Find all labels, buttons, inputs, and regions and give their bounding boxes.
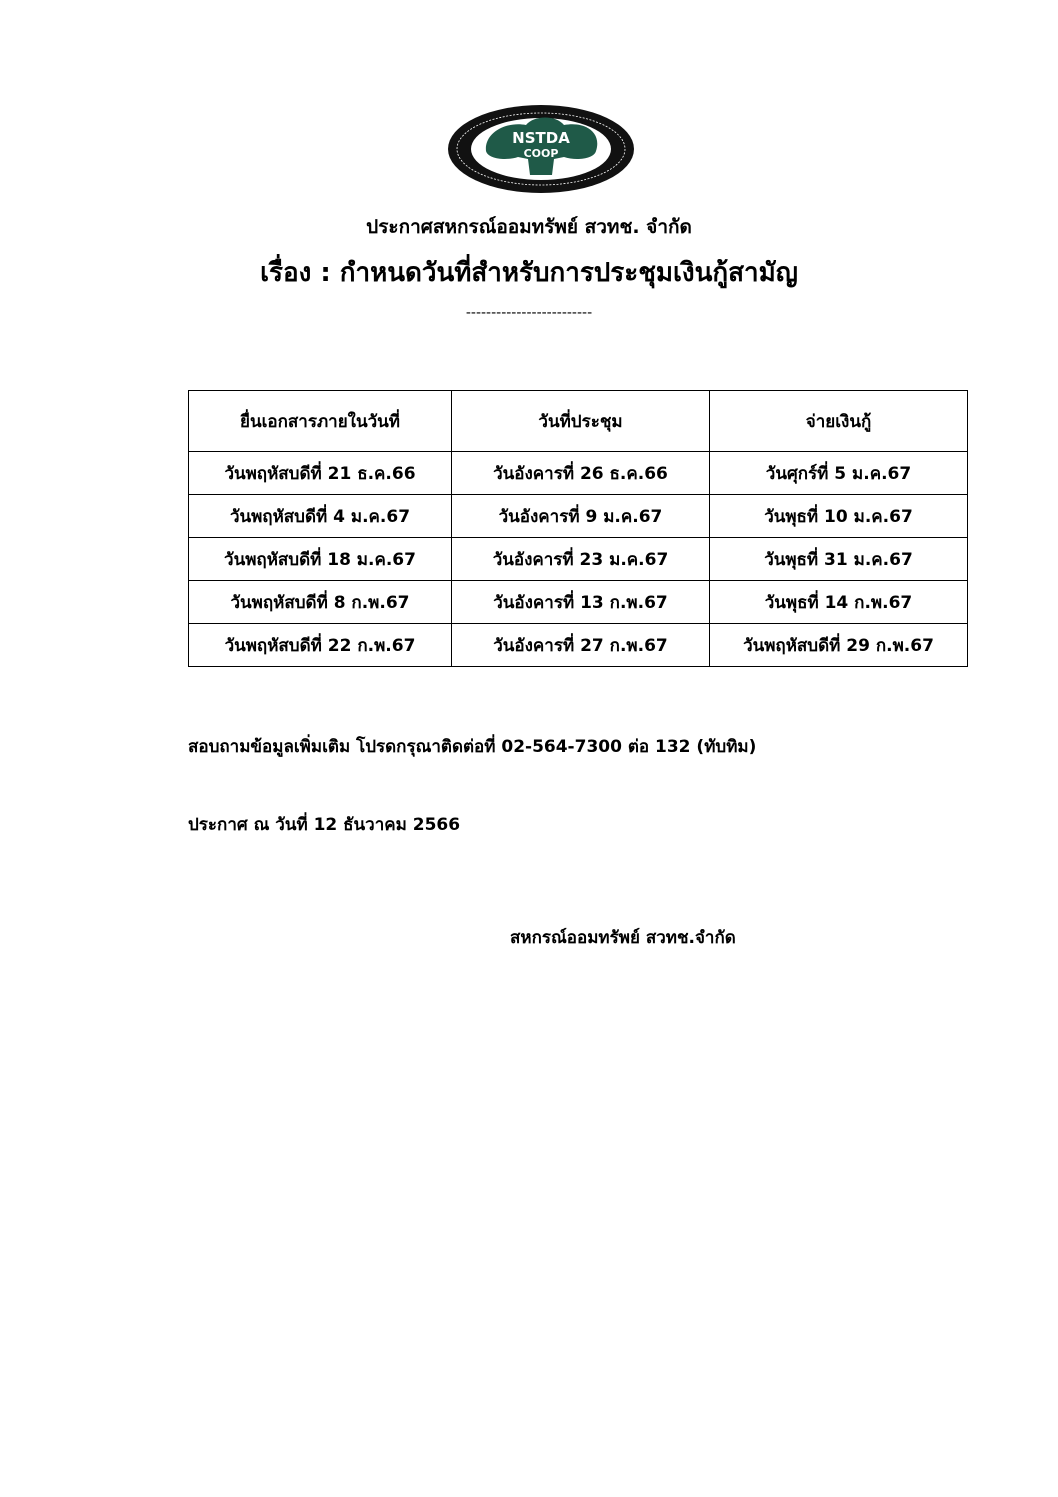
meeting-date-cell: วันอังคารที่ 27 ก.พ.67 — [452, 624, 710, 667]
table-row — [189, 452, 968, 495]
submit-date-cell: วันพฤหัสบดีที่ 8 ก.พ.67 — [189, 581, 452, 624]
payout-date-cell: วันพุธที่ 31 ม.ค.67 — [710, 538, 968, 581]
schedule-table — [188, 390, 968, 667]
payout-date-cell: วันพุธที่ 14 ก.พ.67 — [710, 581, 968, 624]
column-header-submit: ยื่นเอกสารภายในวันที่ — [189, 391, 452, 452]
payout-date-cell: วันศุกร์ที่ 5 ม.ค.67 — [710, 452, 968, 495]
table-row — [189, 581, 968, 624]
column-header-meeting: วันที่ประชุม — [452, 391, 710, 452]
column-header-payout: จ่ายเงินกู้ — [710, 391, 968, 452]
submit-date-cell: วันพฤหัสบดีที่ 4 ม.ค.67 — [189, 495, 452, 538]
contact-info: สอบถามข้อมูลเพิ่มเติม โปรดกรุณาติดต่อที่ 02-564-7300 ต่อ 132 (ทับทิม) — [188, 737, 757, 757]
logo-main-text: NSTDA — [512, 129, 570, 147]
submit-date-cell: วันพฤหัสบดีที่ 18 ม.ค.67 — [189, 538, 452, 581]
meeting-date-cell: วันอังคารที่ 23 ม.ค.67 — [452, 538, 710, 581]
submit-date-cell: วันพฤหัสบดีที่ 22 ก.พ.67 — [189, 624, 452, 667]
payout-date-cell: วันพุธที่ 10 ม.ค.67 — [710, 495, 968, 538]
announcement-date: ประกาศ ณ วันที่ 12 ธันวาคม 2566 — [188, 815, 461, 835]
table-row — [189, 624, 968, 667]
submit-date-cell: วันพฤหัสบดีที่ 21 ธ.ค.66 — [189, 452, 452, 495]
table-row — [189, 538, 968, 581]
table-header-row — [189, 391, 968, 452]
announcement-subject: เรื่อง : กำหนดวันที่สำหรับการประชุมเงินกู้สามัญ — [260, 258, 798, 288]
table-row — [189, 495, 968, 538]
meeting-date-cell: วันอังคารที่ 9 ม.ค.67 — [452, 495, 710, 538]
payout-date-cell: วันพฤหัสบดีที่ 29 ก.พ.67 — [710, 624, 968, 667]
signature-organization: สหกรณ์ออมทรัพย์ สวทช.จำกัด — [510, 928, 736, 948]
meeting-date-cell: วันอังคารที่ 26 ธ.ค.66 — [452, 452, 710, 495]
logo-sub-text: COOP — [523, 147, 559, 160]
meeting-date-cell: วันอังคารที่ 13 ก.พ.67 — [452, 581, 710, 624]
announcement-organization: ประกาศสหกรณ์ออมทรัพย์ สวทช. จำกัด — [366, 216, 692, 238]
nstda-coop-logo — [446, 103, 636, 195]
dashed-divider: ------------------------- — [465, 305, 593, 321]
